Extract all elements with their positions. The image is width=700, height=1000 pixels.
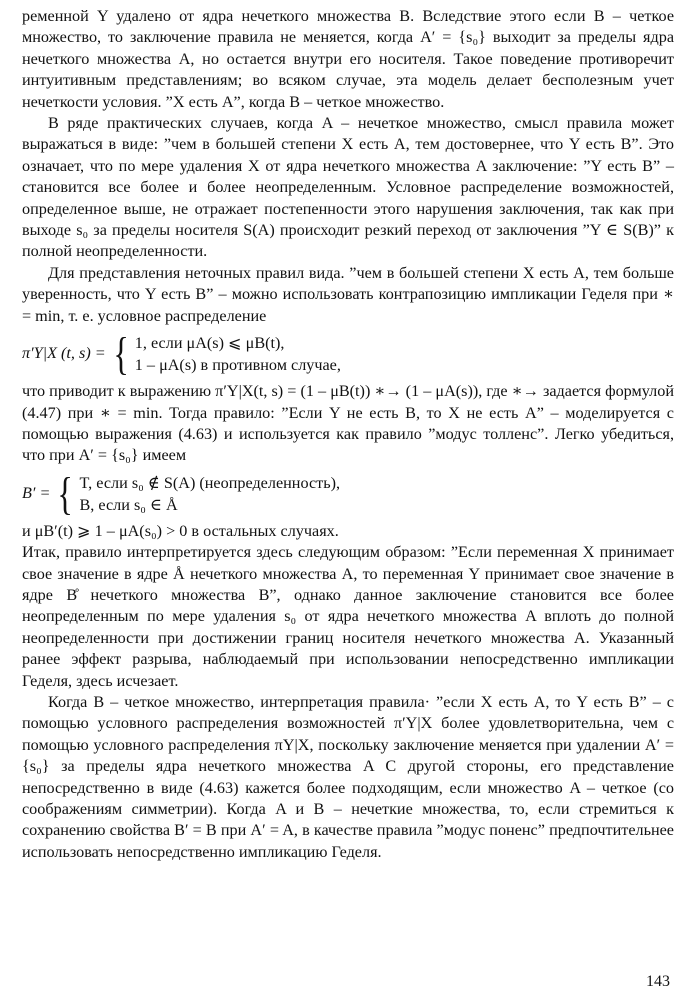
formula-1-case-2: 1 – μA(s) в противном случае,	[134, 356, 341, 375]
page-number: 143	[646, 973, 670, 990]
paragraph-6: Итак, правило интерпретируется здесь следующим образом: ”Если переменная X принимает свое значение в ядре Å нечеткого множества A, то переменная Y принимает свое значение в ядре B̊ нечеткого множества B”, однако данное заключение становится все более неопределенным по мере удаления s₀ от ядра нечеткого множества A вплоть до полной неопределенности при достижении границ носителя нечеткого множества A. Указанный ранее эффект разрыва, наблюдаемый при использовании непосредственно импликации Геделя, здесь исчезает.	[22, 543, 674, 690]
page-text	[22, 6, 674, 863]
formula-2-case-2: B, если s₀ ∈ Å	[79, 495, 178, 514]
formula-2-case-1: T, если s₀ ∉ S(A) (неопределенность),	[79, 473, 341, 492]
formula-1-case-1: 1, если μA(s) ⩽ μB(t),	[134, 334, 285, 353]
paragraph-3: Для представления неточных правил вида. ”чем в большей степени X есть A, тем больше уверенность, что Y есть B” – можно использовать контрапозицию импликации Геделя при ∗ = min, т. е. условное распределение	[22, 263, 674, 325]
paragraph-7: Когда B – четкое множество, интерпретация правила· ”если X есть A, то Y есть B” – с помощью условного распределения возможностей π′Y|X более удовлетворительна, чем с помощью условного распределения πY|X, поскольку заключение меняется при удалении A′ = {s₀} за пределы ядра нечеткого множества A С другой стороны, его представление непосредственно в виде (4.63) кажется более подходящим, если множество A – четкое (со соображениям симметрии). Когда A и B – нечеткие множества, то, если стремиться к сохранению свойства B′ = B при A′ = A, в качестве правила ”модус поненс” предпочтительнее использовать непосредственно импликацию Геделя.	[22, 692, 674, 861]
formula-conditional-distribution	[22, 328, 674, 380]
formula-b-prime	[22, 467, 674, 519]
formula-2-brace: {	[57, 467, 74, 519]
formula-2-lhs: B′ =	[22, 484, 51, 503]
formula-1-brace: {	[113, 328, 129, 380]
paragraph-5: и μB′(t) ⩾ 1 – μA(s₀) > 0 в остальных случаях.	[22, 521, 339, 540]
paragraph-4: что приводит к выражению π′Y|X(t, s) = (1 – μB(t)) ∗→ (1 – μA(s)), где ∗→ задается формулой (4.47) при ∗ = min. Тогда правило: ”Если Y не есть B, то X не есть A” – моделируется с помощью выражения (4.63) и используется как правило ”модус толленс”. Легко убедиться, что при A′ = {s₀} имеем	[22, 382, 674, 465]
paragraph-2: В ряде практических случаев, когда A – нечеткое множество, смысл правила может выражаться в виде: ”чем в большей степени X есть A, тем достовернее, что Y есть B”. Это означает, что по мере удаления X от ядра нечеткого множества A заключение: ”Y есть B” – становится все более и более неопределенным. Условное распределение возможностей, определенное выше, не отражает постепенности этого нарушения заключения, так как при выходе s₀ за пределы носителя S(A) происходит резкий переход от заключения ”Y ∈ S(B)” к полной неопределенности.	[22, 114, 674, 261]
formula-1-lhs: π′Y|X (t, s) =	[22, 344, 106, 363]
paragraph-1: ременной Y удалено от ядра нечеткого множества B. Вследствие этого если B – четкое множество, то заключение правила не меняется, когда A′ = {s₀} выходит за пределы ядра нечеткого множества A, но остается внутри его носителя. Такое поведение противоречит интуитивным представлениям; во всяком случае, эта модель делает бесполезным учет нечеткости условия. ”X есть A”, когда B – четкое множество.	[22, 7, 674, 111]
